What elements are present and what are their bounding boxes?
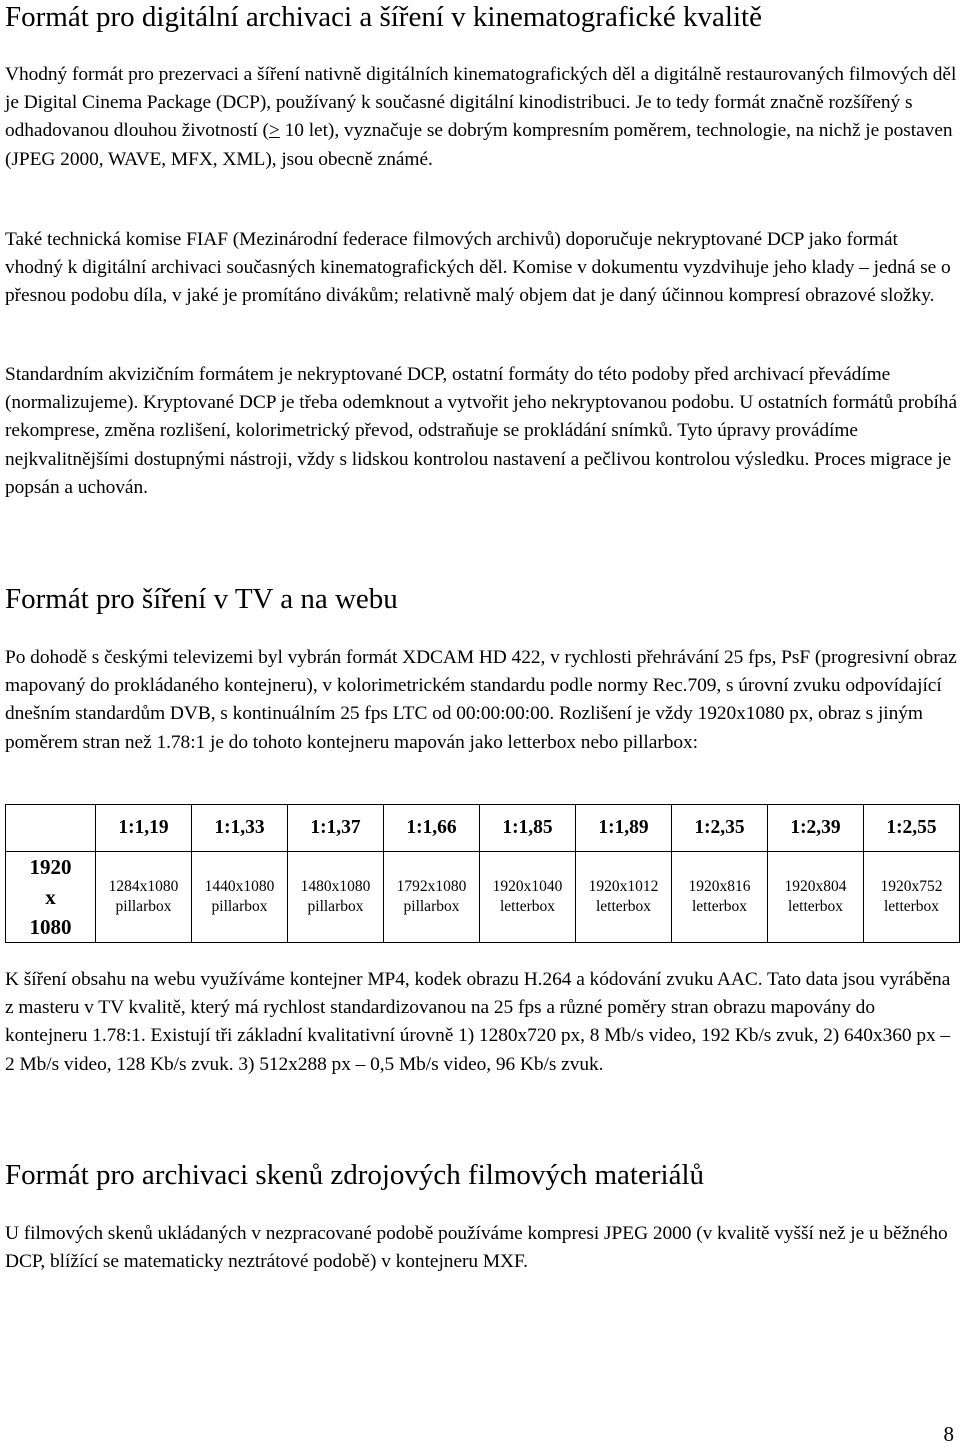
paragraph-fiaf: Také technická komise FIAF (Mezinárodní federace filmových archivů) doporučuje nekryptované DCP jako formát vhodný k digitální archivaci současných kinematografických děl. Komise v dokumentu vyzdvihuje jeho klady – jedná se o přesnou podobu díla, v jaké je promítáno divákům; relativně malý objem dat je daný účinnou kompresí obrazové složky. xyxy=(5,229,951,307)
resolution-value: 1480x1080 xyxy=(300,878,371,895)
ratio-cell: 1:2,35 xyxy=(672,805,768,852)
paragraph-web-mp4: K šíření obsahu na webu využíváme kontejner MP4, kodek obrazu H.264 a kódování zvuku AAC. Tato data jsou vyráběna z masteru v TV kvalitě, který má rychlost standardizovanou na 25 fps a různé poměry stran obrazu mapovány do kontejneru 1.78:1. Existují tři základní kvalitativní úrovně 1) 1280x720 px, 8 Mb/s video, 192 Kb/s zvuk, 2) 640x360 px – 2 Mb/s video, 128 Kb/s zvuk. 3) 512x288 px – 0,5 Mb/s video, 96 Kb/s zvuk. xyxy=(5,969,951,1075)
resolution-cell xyxy=(576,852,672,943)
mapping-mode: pillarbox xyxy=(115,898,172,915)
mapping-mode: pillarbox xyxy=(211,898,268,915)
resolution-value: 1440x1080 xyxy=(204,878,275,895)
resolution-cell xyxy=(480,852,576,943)
resolution-value: 1920x1040 xyxy=(492,878,563,895)
resolution-cell xyxy=(192,852,288,943)
page-number: 8 xyxy=(943,1422,954,1446)
greater-or-equal-symbol: > xyxy=(268,120,280,142)
section-heading-digital-archiving: Formát pro digitální archivaci a šíření v kinematografické kvalitě xyxy=(5,1,762,33)
resolution-value: 1284x1080 xyxy=(108,878,179,895)
ratio-cell: 1:1,85 xyxy=(480,805,576,852)
paragraph-scan-compression: U filmových skenů ukládaných v nezpracované podobě používáme kompresi JPEG 2000 (v kvalitě vyšší než je u běžného DCP, blížící se matematicky neztrátové podobě) v kontejneru MXF. xyxy=(5,1223,948,1273)
resolution-value: 1920x752 xyxy=(880,878,943,895)
paragraph-acquisition-format: Standardním akvizičním formátem je nekryptované DCP, ostatní formáty do této podoby před archivací převádíme (normalizujeme). Kryptované DCP je třeba odemknout a vytvořit jeho nekryptovanou podobu. U ostatních formátů probíhá rekomprese, změna rozlišení, kolorimetrický převod, odstraňuje se prokládání snímků. Tyto úpravy provádíme nejkvalitnějšími dostupnými nástroji, vždy s lidskou kontrolou nastavení a pečlivou kontrolou výsledku. Proces migrace je popsán a uchován. xyxy=(5,364,958,498)
resolution-cell xyxy=(672,852,768,943)
aspect-ratio-table xyxy=(5,804,960,943)
resolution-value: 1792x1080 xyxy=(396,878,467,895)
resolution-cell xyxy=(384,852,480,943)
ratio-cell: 1:2,39 xyxy=(768,805,864,852)
section-heading-tv-web: Formát pro šíření v TV a na webu xyxy=(5,583,398,615)
ratio-cell: 1:1,89 xyxy=(576,805,672,852)
paragraph-dcp-intro xyxy=(5,61,960,174)
container-size-cell xyxy=(6,852,96,943)
paragraph-dcp-intro-text-a: Vhodný formát pro prezervaci a šíření nativně digitálních kinematografických děl a digitálně restaurovaných filmových děl je Digital Cinema Package (DCP), používaný k současné digitální kinodistribuci. Je to tedy formát značně rozšířený s odhadovanou dlouhou životností ( xyxy=(5,64,957,142)
table-corner-cell xyxy=(6,805,96,852)
mapping-mode: pillarbox xyxy=(307,898,364,915)
ratio-cell: 1:1,37 xyxy=(288,805,384,852)
section-heading-scan-archiving: Formát pro archivaci skenů zdrojových filmových materiálů xyxy=(5,1159,705,1191)
resolution-row xyxy=(6,852,960,943)
resolution-cell xyxy=(288,852,384,943)
mapping-mode: letterbox xyxy=(595,898,652,915)
resolution-cell xyxy=(768,852,864,943)
container-width: 1920 xyxy=(29,855,72,879)
mapping-mode: pillarbox xyxy=(403,898,460,915)
mapping-mode: letterbox xyxy=(787,898,844,915)
mapping-mode: letterbox xyxy=(691,898,748,915)
paragraph-dcp-intro-text-b: 10 let), vyznačuje se dobrým kompresním poměrem, technologie, na nichž je postaven (JPEG 2000, WAVE, MFX, XML), jsou obecně známé. xyxy=(5,120,953,170)
resolution-value: 1920x816 xyxy=(688,878,751,895)
ratio-cell: 1:1,66 xyxy=(384,805,480,852)
container-x: x xyxy=(45,885,56,909)
paragraph-xdcam: Po dohodě s českými televizemi byl vybrán formát XDCAM HD 422, v rychlosti přehrávání 25 fps, PsF (progresivní obraz mapovaný do prokládaného kontejneru), v kolorimetrickém standardu podle normy Rec.709, s úrovní zvuku odpovídající dnešním standardům DVB, s kontinuálním 25 fps LTC od 00:00:00:00. Rozlišení je vždy 1920x1080 px, obraz s jiným poměrem stran než 1.78:1 je do tohoto kontejneru mapován jako letterbox nebo pillarbox: xyxy=(5,647,957,753)
mapping-mode: letterbox xyxy=(883,898,940,915)
ratio-cell: 1:1,19 xyxy=(96,805,192,852)
aspect-ratio-row xyxy=(6,805,960,852)
container-height: 1080 xyxy=(29,915,72,939)
mapping-mode: letterbox xyxy=(499,898,556,915)
resolution-value: 1920x1012 xyxy=(588,878,659,895)
resolution-cell xyxy=(864,852,960,943)
ratio-cell: 1:2,55 xyxy=(864,805,960,852)
resolution-cell xyxy=(96,852,192,943)
resolution-value: 1920x804 xyxy=(784,878,847,895)
ratio-cell: 1:1,33 xyxy=(192,805,288,852)
